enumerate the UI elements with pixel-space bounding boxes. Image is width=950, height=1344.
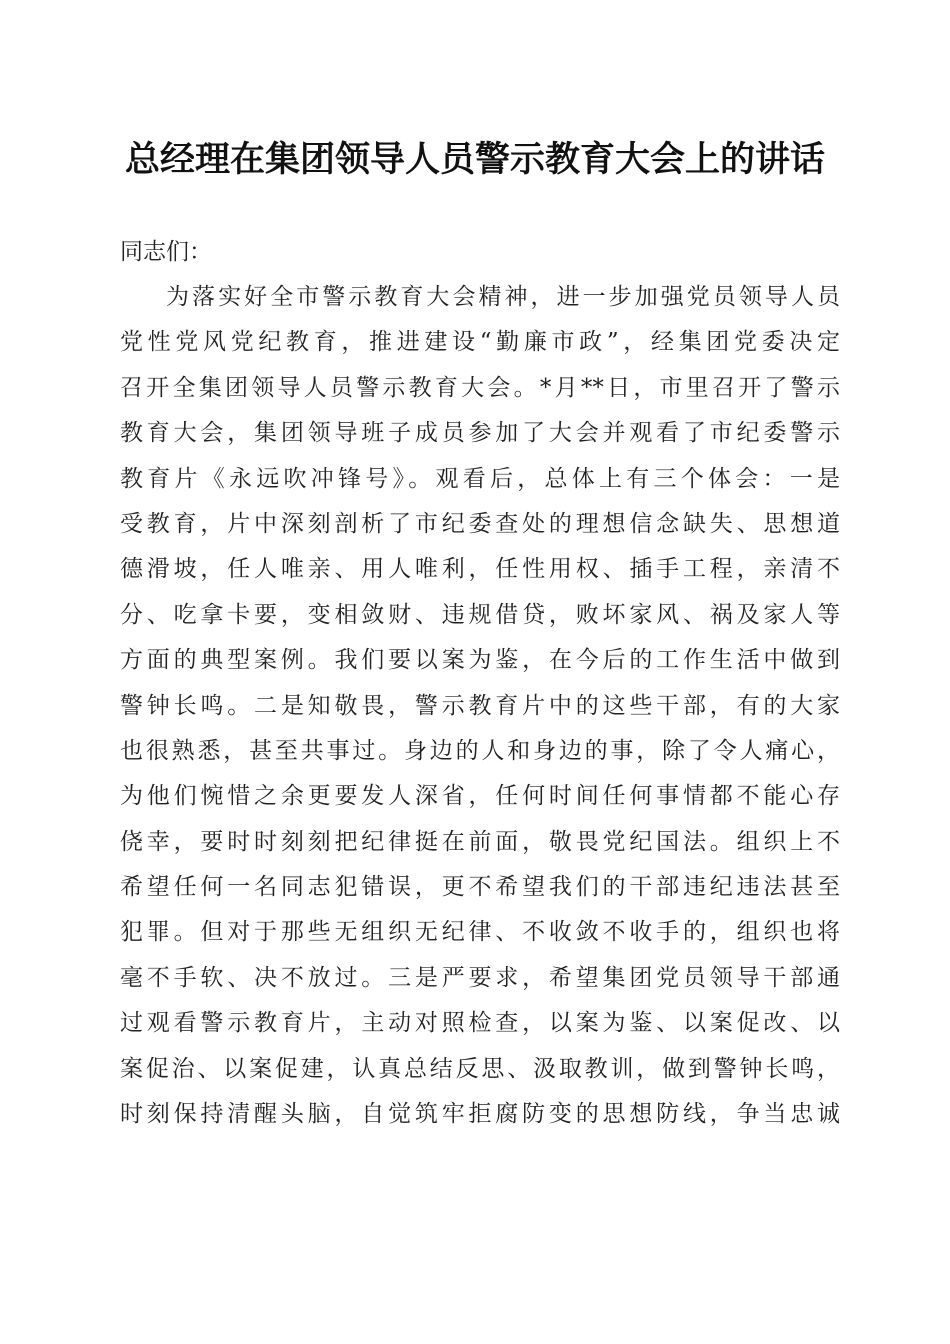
body-line: 警钟长鸣。二是知敬畏，警示教育片中的这些干部，有的大家: [120, 692, 840, 719]
body-line: 受教育，片中深刻剖析了市纪委查处的理想信念缺失、思想道: [120, 510, 840, 537]
body-line: 过观看警示教育片，主动对照检查，以案为鉴、以案促改、以: [120, 1010, 840, 1037]
body-line: 为落实好全市警示教育大会精神，进一步加强党员领导人员: [166, 284, 840, 310]
body-line: 党性党风党纪教育，推进建设“勤廉市政”，经集团党委决定: [120, 329, 840, 356]
body-line: 时刻保持清醒头脑，自觉筑牢拒腐防变的思想防线，争当忠诚: [120, 1101, 840, 1128]
document-title: 总经理在集团领导人员警示教育大会上的讲话: [124, 139, 825, 180]
body-line: 教育大会，集团领导班子成员参加了大会并观看了市纪委警示: [120, 420, 840, 447]
body-line: 教育片《永远吹冲锋号》。观看后，总体上有三个体会：一是: [120, 465, 840, 492]
body-line: 希望任何一名同志犯错误，更不希望我们的干部违纪违法甚至: [120, 874, 840, 901]
body-paragraph: [120, 275, 840, 1137]
body-line: 也很熟悉，甚至共事过。身边的人和身边的事，除了令人痛心，: [120, 737, 840, 764]
body-line: 为他们惋惜之余更要发人深省，任何时间任何事情都不能心存: [120, 783, 840, 810]
body-line: 召开全集团领导人员警示教育大会。*月**日，市里召开了警示: [120, 374, 840, 401]
body-line: 案促治、以案促建，认真总结反思、汲取教训，做到警钟长鸣，: [120, 1055, 840, 1082]
body-line: 分、吃拿卡要，变相敛财、违规借贷，败坏家风、祸及家人等: [120, 601, 840, 628]
body-line: 毫不手软、决不放过。三是严要求，希望集团党员领导干部通: [120, 964, 840, 991]
salutation: 同志们：: [120, 239, 212, 265]
body-line: 犯罪。但对于那些无组织无纪律、不收敛不收手的，组织也将: [120, 919, 840, 946]
body-line: 德滑坡，任人唯亲、用人唯利，任性用权、插手工程，亲清不: [120, 556, 840, 583]
body-line: 侥幸，要时时刻刻把纪律挺在前面，敬畏党纪国法。组织上不: [120, 828, 840, 855]
body-line: 方面的典型案例。我们要以案为鉴，在今后的工作生活中做到: [120, 647, 840, 674]
